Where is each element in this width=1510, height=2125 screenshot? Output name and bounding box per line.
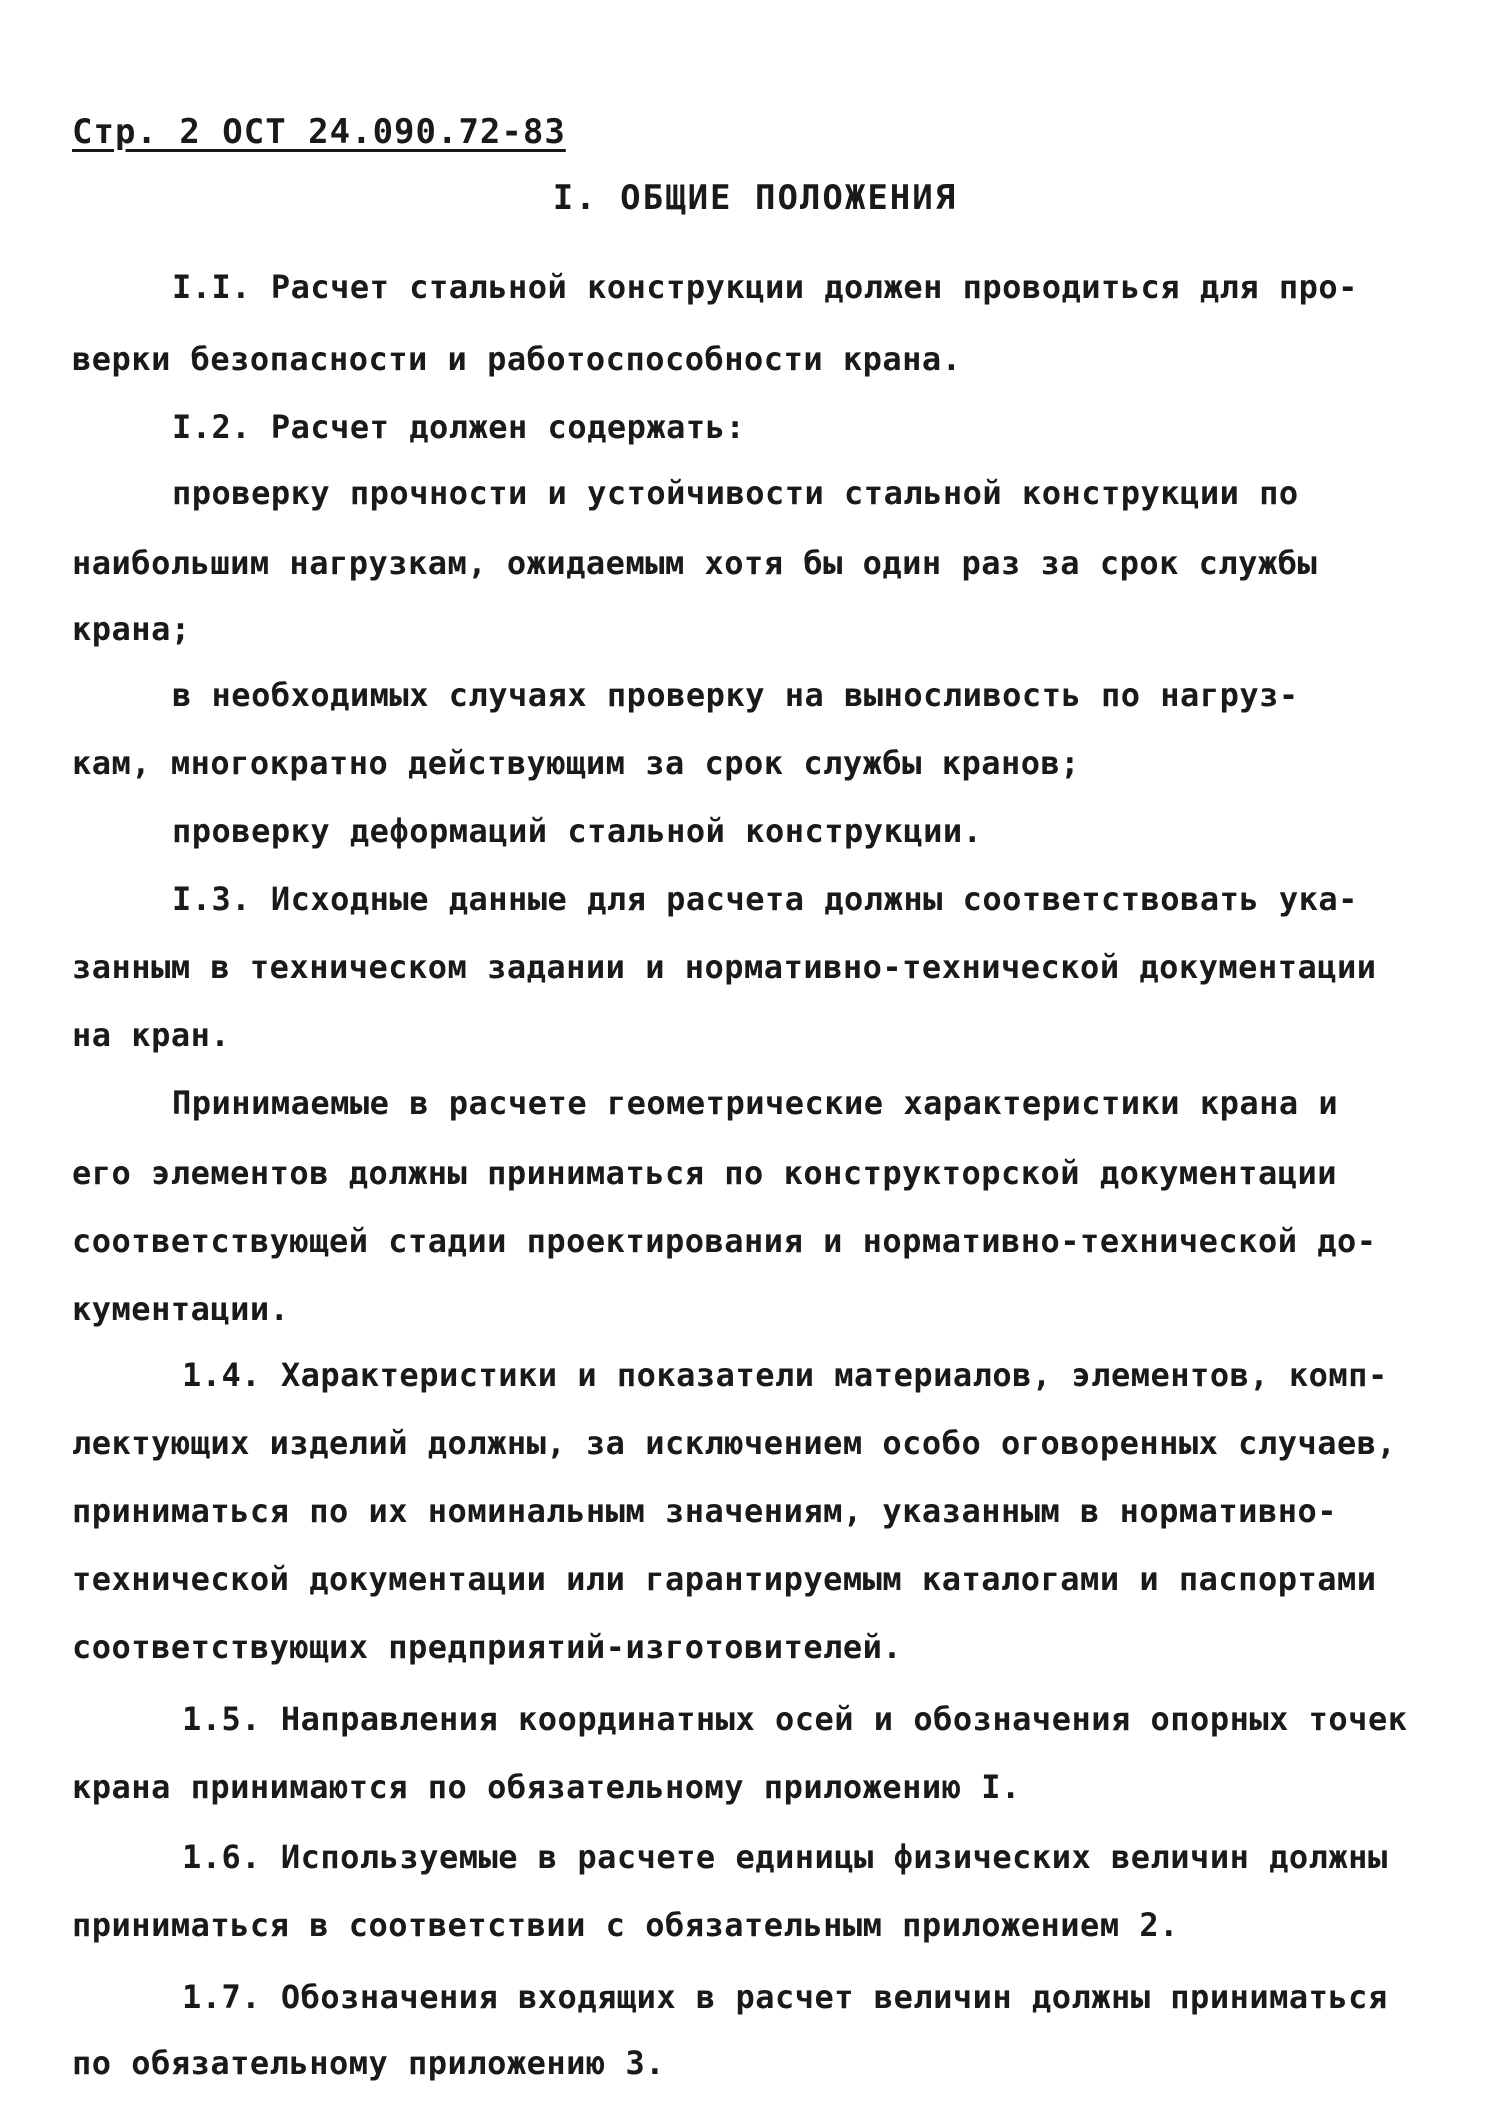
paragraph-line: технической документации или гарантируемым каталогами и паспортами xyxy=(72,1560,1377,1598)
paragraph-line: I.3. Исходные данные для расчета должны соответствовать ука- xyxy=(172,880,1358,918)
paragraph-line: в необходимых случаях проверку на выносливость по нагруз- xyxy=(172,676,1299,714)
paragraph-line: проверку прочности и устойчивости стальной конструкции по xyxy=(172,474,1299,512)
paragraph-line: крана; xyxy=(72,610,191,648)
paragraph-line: приниматься в соответствии с обязательным приложением 2. xyxy=(72,1906,1179,1944)
paragraph-line: соответствующей стадии проектирования и нормативно-технической до- xyxy=(72,1222,1377,1260)
page-header: Стр. 2 ОСТ 24.090.72-83 xyxy=(72,112,566,152)
paragraph-line: I.I. Расчет стальной конструкции должен проводиться для про- xyxy=(172,268,1358,306)
paragraph-line: верки безопасности и работоспособности крана. xyxy=(72,340,962,378)
paragraph-line: лектующих изделий должны, за исключением особо оговоренных случаев, xyxy=(72,1424,1397,1462)
paragraph-line: кументации. xyxy=(72,1290,290,1328)
section-title: I. ОБЩИЕ ПОЛОЖЕНИЯ xyxy=(552,178,958,218)
paragraph-line: его элементов должны приниматься по конструкторской документации xyxy=(72,1154,1337,1192)
paragraph-line: 1.5. Направления координатных осей и обозначения опорных точек xyxy=(182,1700,1408,1738)
paragraph-line: Принимаемые в расчете геометрические характеристики крана и xyxy=(172,1084,1339,1122)
paragraph-line: по обязательному приложению 3. xyxy=(72,2044,665,2082)
paragraph-line: на кран. xyxy=(72,1016,231,1054)
paragraph-line: кам, многократно действующим за срок службы кранов; xyxy=(72,744,1081,782)
paragraph-line: приниматься по их номинальным значениям, указанным в нормативно- xyxy=(72,1492,1337,1530)
paragraph-line: проверку деформаций стальной конструкции. xyxy=(172,812,983,850)
paragraph-line: крана принимаются по обязательному приложению I. xyxy=(72,1768,1021,1806)
paragraph-line: I.2. Расчет должен содержать: xyxy=(172,408,746,446)
paragraph-line: наибольшим нагрузкам, ожидаемым хотя бы один раз за срок службы xyxy=(72,544,1318,582)
paragraph-line: 1.4. Характеристики и показатели материалов, элементов, комп- xyxy=(182,1356,1388,1394)
paragraph-line: соответствующих предприятий-изготовителей. xyxy=(72,1628,903,1666)
paragraph-line: 1.7. Обозначения входящих в расчет величин должны приниматься xyxy=(182,1978,1388,2016)
paragraph-line: занным в техническом задании и нормативно-технической документации xyxy=(72,948,1377,986)
paragraph-line: 1.6. Используемые в расчете единицы физических величин должны xyxy=(182,1838,1388,1876)
